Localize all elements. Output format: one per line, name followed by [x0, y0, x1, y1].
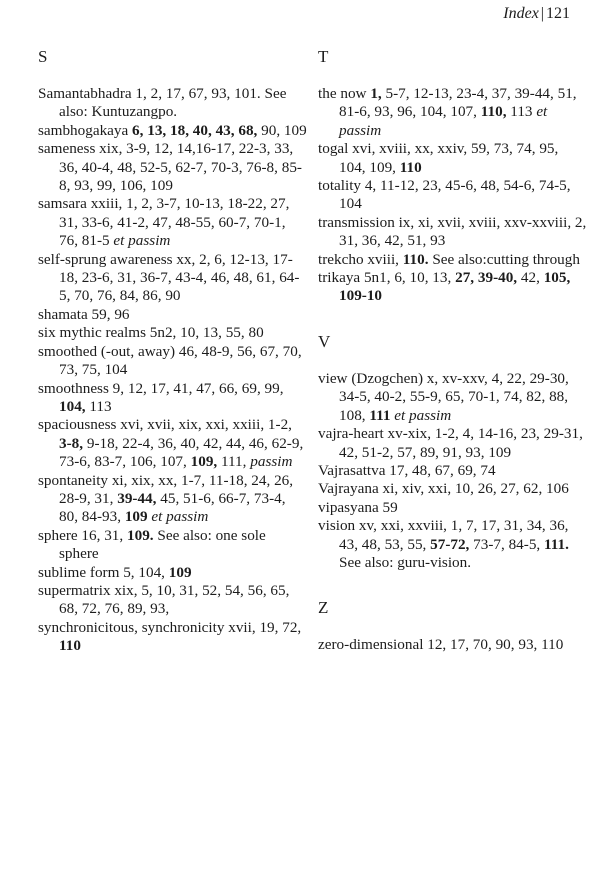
index-entry	[318, 425, 588, 462]
index-entry	[38, 251, 308, 306]
index-entry	[38, 324, 308, 342]
index-entry	[318, 251, 588, 269]
entry-text: 5-7, 12-13, 23-4, 37, 39-44, 51, 81-6, 93, 96, 104, 107,	[339, 85, 577, 121]
running-header-title: Index	[503, 5, 539, 22]
index-entry	[38, 343, 308, 380]
bold-page-ref: 105, 109-10	[339, 269, 571, 305]
entry-text: 73-7, 84-5,	[469, 535, 545, 553]
index-entry	[38, 472, 308, 527]
entry-text: See also:cutting through	[428, 250, 580, 268]
entry-text: 113	[506, 103, 537, 121]
index-entry	[318, 140, 588, 177]
section-letter-v: V	[318, 331, 331, 351]
entry-text: vajra-heart xv-xix, 1-2, 4, 14-16, 23, 29-31, 42, 51-2, 57, 89, 91, 93, 109	[318, 425, 583, 461]
entry-text: self-sprung awareness xx, 2, 6, 12-13, 17-18, 23-6, 31, 36-7, 43-4, 46, 48, 61, 64-5, 70, 76, 84, 86, 90	[38, 250, 300, 305]
entry-text: See also: guru-vision.	[339, 553, 472, 571]
index-entry	[38, 527, 308, 564]
entry-text: view (Dzogchen) x, xv-xxv, 4, 22, 29-30, 34-5, 40-2, 55-9, 65, 70-1, 74, 82, 88, 108,	[318, 369, 569, 424]
entry-text: sambhogakaya	[38, 121, 133, 139]
section-letter-t: T	[318, 47, 329, 66]
bold-page-ref: 110	[399, 158, 422, 176]
entry-text: shamata 59, 96	[38, 305, 130, 323]
entry-text: sphere 16, 31,	[38, 526, 127, 544]
italic-note: et passim	[394, 406, 452, 424]
entry-text: six mythic realms 5n2, 10, 13, 55, 80	[38, 324, 264, 342]
entry-text: 9-18, 22-4, 36, 40, 42, 44, 46, 62-9, 73-6, 83-7, 106, 107,	[59, 434, 304, 471]
index-entry	[318, 177, 588, 214]
section-letter-z: Z	[318, 598, 329, 618]
entry-text: 45, 51-6, 66-7, 73-4, 80, 84-93,	[59, 489, 286, 526]
running-header	[503, 4, 570, 24]
entry-text: samsara xxiii, 1, 2, 3-7, 10-13, 18-22, 27, 31, 33-6, 41-2, 47, 48-55, 60-7, 70-1, 76, 81-5	[38, 195, 290, 250]
index-entry	[318, 517, 588, 572]
entry-text: 111,	[217, 453, 251, 471]
entry-text: vision xv, xxi, xxviii, 1, 7, 17, 31, 34, 36, 43, 48, 53, 55,	[318, 517, 569, 553]
index-entry	[318, 269, 588, 306]
header-separator: |	[540, 5, 544, 22]
entry-text: sublime form 5, 104,	[38, 563, 169, 581]
index-entry	[38, 564, 308, 582]
entry-text: supermatrix xix, 5, 10, 31, 52, 54, 56, 65, 68, 72, 76, 89, 93,	[38, 581, 290, 618]
entry-text: 90, 109	[257, 121, 307, 139]
index-entry	[318, 480, 588, 498]
entry-text: synchronicitous, synchronicity xvii, 19, 72,	[38, 618, 302, 636]
index-column-left	[38, 47, 308, 656]
entry-text: vipasyana 59	[318, 498, 398, 516]
index-entry	[318, 85, 588, 140]
index-entry	[38, 85, 308, 122]
entry-text: the now	[318, 85, 371, 102]
entry-text: sameness xix, 3-9, 12, 14,16-17, 22-3, 33, 36, 40-4, 48, 52-5, 62-7, 70-3, 76-8, 85-8, 93, 99, 106, 109	[38, 140, 302, 195]
italic-note: passim	[250, 453, 293, 471]
index-entry	[318, 370, 588, 425]
entry-text: zero-dimensional 12, 17, 70, 90, 93, 110	[318, 636, 564, 654]
entry-text: smoothness 9, 12, 17, 41, 47, 66, 69, 99,	[38, 379, 284, 397]
entry-text: spaciousness xvi, xvii, xix, xxi, xxiii, 1-2,	[38, 416, 292, 434]
page-number: 121	[546, 5, 570, 22]
index-entry	[38, 416, 308, 471]
italic-note: et passim	[151, 508, 209, 526]
bold-page-ref: 111	[369, 406, 391, 424]
index-entry	[318, 499, 588, 517]
index-entry	[38, 140, 308, 195]
index-entry	[38, 380, 308, 417]
bold-page-ref: 109.	[127, 526, 154, 544]
bold-page-ref: 111.	[544, 535, 569, 553]
bold-page-ref: 6, 13, 18, 40, 43, 68,	[132, 121, 258, 139]
bold-page-ref: 110,	[480, 103, 507, 121]
bold-page-ref: 104,	[59, 397, 86, 415]
bold-page-ref: 109,	[190, 453, 218, 471]
bold-page-ref: 39-44,	[117, 489, 157, 507]
index-entry	[38, 195, 308, 250]
bold-page-ref: 57-72,	[430, 535, 470, 553]
index-entry	[318, 636, 588, 654]
index-entry	[318, 214, 588, 251]
index-entry	[38, 306, 308, 324]
italic-note: et passim	[113, 232, 171, 250]
entry-text: Vajrayana xi, xiv, xxi, 10, 26, 27, 62, 106	[318, 480, 569, 498]
entry-text: transmission ix, xi, xvii, xviii, xxv-xxviii, 2, 31, 36, 42, 51, 93	[318, 213, 587, 250]
index-entry	[318, 462, 588, 480]
bold-page-ref: 3-8,	[59, 434, 84, 452]
entry-text: 42,	[517, 269, 544, 287]
index-column-right	[318, 47, 588, 655]
bold-page-ref: 109	[124, 508, 148, 526]
entry-text: totality 4, 11-12, 23, 45-6, 48, 54-6, 74-5, 104	[318, 177, 571, 213]
entry-text: Samantabhadra 1, 2, 17, 67, 93, 101. See also: Kuntuzangpo.	[38, 85, 287, 121]
bold-page-ref: 1,	[370, 85, 382, 102]
section-letter-s: S	[38, 47, 48, 66]
entry-text: trekcho xviii,	[318, 250, 403, 268]
entry-text: trikaya 5n1, 6, 10, 13,	[318, 269, 456, 287]
index-entry	[38, 582, 308, 619]
italic-note: et passim	[339, 103, 548, 139]
bold-page-ref: 110	[59, 637, 81, 655]
entry-text: Vajrasattva 17, 48, 67, 69, 74	[318, 461, 496, 479]
bold-page-ref: 110.	[402, 250, 429, 268]
entry-text: spontaneity xi, xix, xx, 1-7, 11-18, 24, 26, 28-9, 31,	[38, 471, 294, 507]
entry-text: 113	[85, 397, 112, 415]
bold-page-ref: 109	[168, 563, 192, 581]
bold-page-ref: 27, 39-40,	[455, 269, 518, 287]
index-entry	[38, 122, 308, 140]
index-entry	[38, 619, 308, 656]
entry-text: See also: one sole sphere	[59, 526, 266, 563]
entry-text: smoothed (-out, away) 46, 48-9, 56, 67, 70, 73, 75, 104	[38, 342, 302, 379]
entry-text: togal xvi, xviii, xx, xxiv, 59, 73, 74, 95, 104, 109,	[318, 140, 559, 176]
